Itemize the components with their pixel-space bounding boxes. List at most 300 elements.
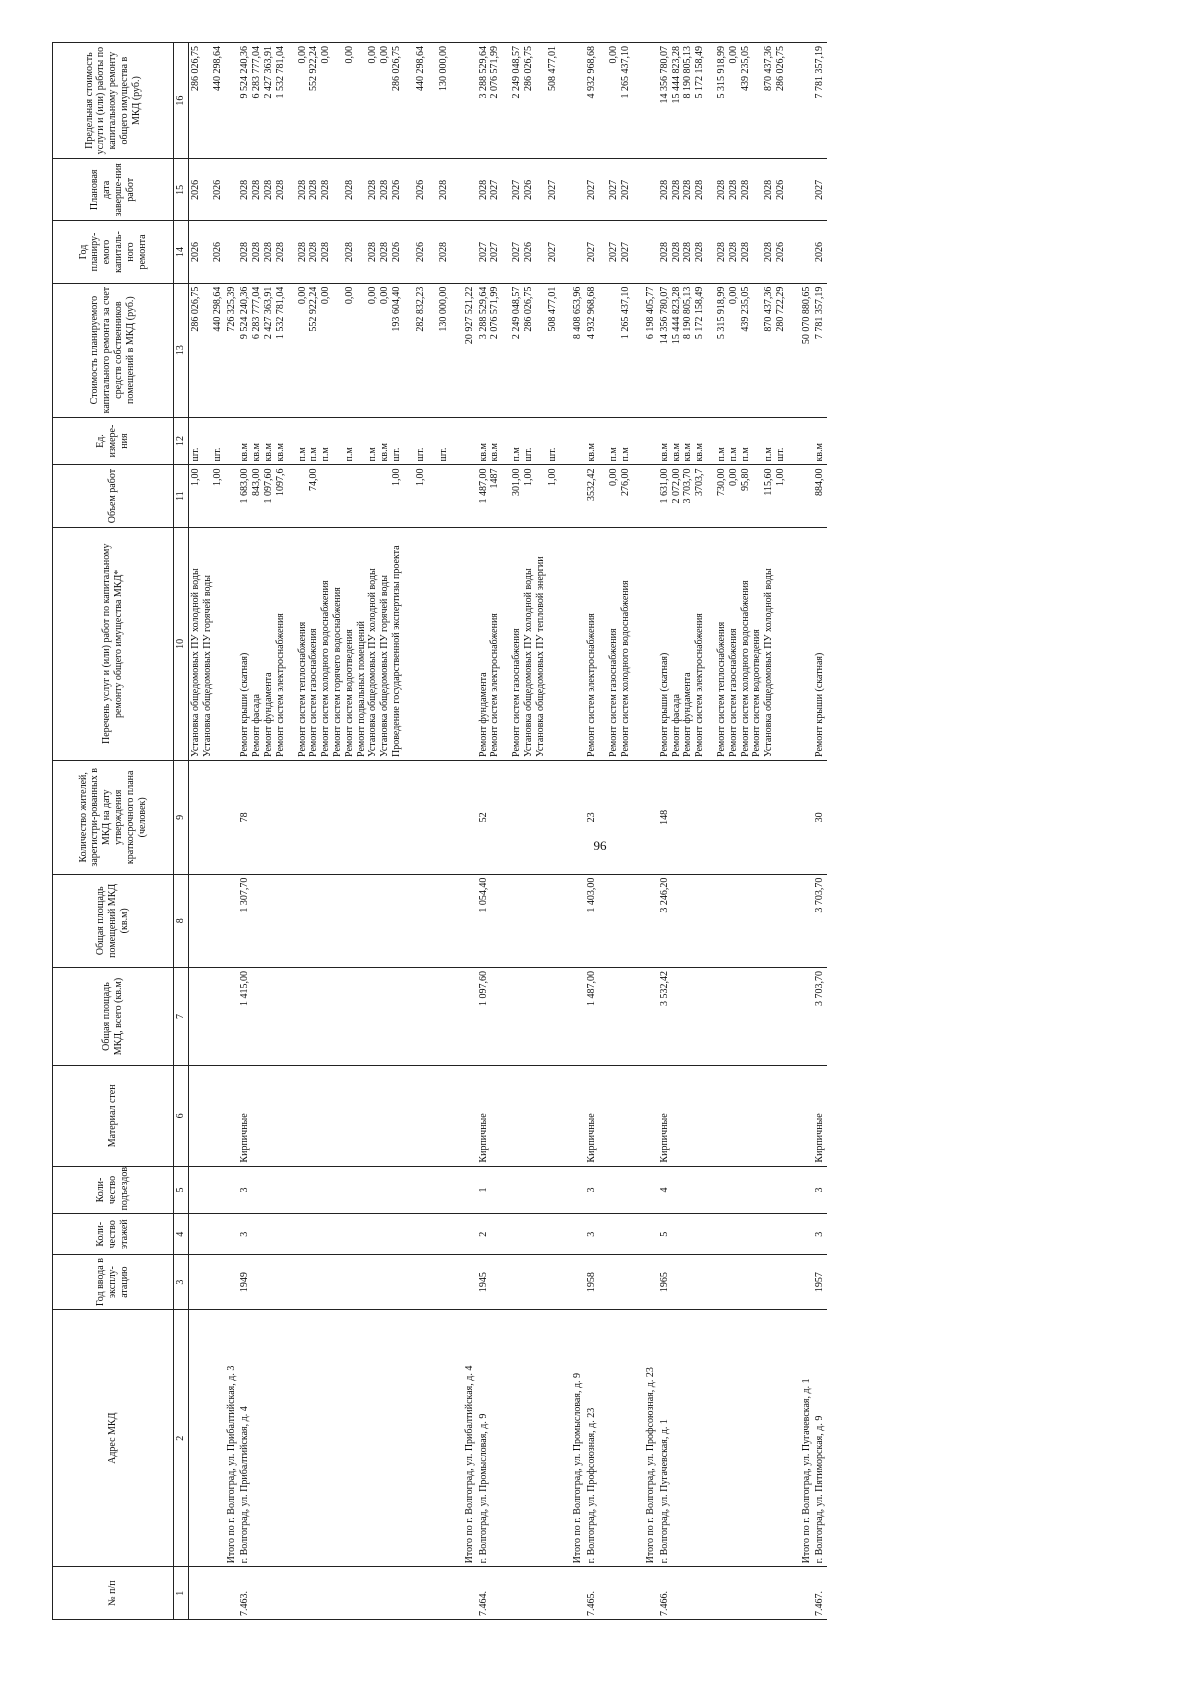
work-item: Ремонт систем электроснабжения <box>694 613 706 757</box>
volume-value: 1 487,00 <box>477 468 489 504</box>
volume-cell <box>477 465 572 527</box>
limit-cost-value: 286 026,75 <box>775 46 787 91</box>
unit-value: п.м <box>763 447 775 462</box>
spacer <box>558 46 570 155</box>
building-row <box>238 43 462 1620</box>
cost-value: 0,00 <box>296 286 308 305</box>
commissioning-year: 1958 <box>585 1272 597 1293</box>
column-number: 14 <box>174 221 189 283</box>
spacer <box>287 421 297 462</box>
empty-cell <box>225 760 239 874</box>
empty-cell <box>225 43 239 159</box>
spacer <box>535 162 547 217</box>
cost-value: 0,00 <box>379 286 391 305</box>
limit-cost-value: 552 922,24 <box>308 46 320 91</box>
unit-value: кв.м <box>251 443 263 462</box>
limit-cost-value: 439 235,05 <box>739 46 751 91</box>
year-value: 2027 <box>489 242 501 263</box>
row-number: 7.464. <box>477 1591 489 1616</box>
limit-cost-value: 2 076 571,99 <box>489 46 501 99</box>
spacer <box>787 468 799 523</box>
capital-repair-table <box>52 42 827 1620</box>
cost-value: 870 437,36 <box>763 286 775 332</box>
unit-value: кв.м <box>274 443 286 462</box>
spacer <box>535 46 547 155</box>
empty-cell <box>463 417 477 465</box>
empty-cell <box>463 874 477 967</box>
empty-cell <box>225 1567 239 1620</box>
empty-cell <box>644 1214 658 1255</box>
empty-cell <box>644 417 658 465</box>
empty-cell <box>800 1066 814 1167</box>
volume-value: 115,60 <box>763 468 775 496</box>
year-value: 2026 <box>814 242 826 263</box>
volume-value: 1,00 <box>775 468 787 486</box>
spacer <box>631 421 643 462</box>
cost-value: 0,00 <box>727 286 739 305</box>
empty-cell <box>800 417 814 465</box>
year-value: 2026 <box>190 242 201 263</box>
year-value: 2026 <box>775 242 787 263</box>
column-header: Количество жителей, зарегистри-рованных в МКД на дату утверждения краткосрочного плана (человек) <box>53 760 174 874</box>
work-item: Проведение государственной экспертизы проекта <box>390 545 402 757</box>
volume-value: 95,80 <box>739 468 751 491</box>
limit-cost-value: 6 283 777,04 <box>251 46 263 99</box>
unit-value: кв.м <box>262 443 274 462</box>
cost-value: 286 026,75 <box>522 286 534 332</box>
total-area-cell <box>813 967 827 1065</box>
empty-cell <box>571 417 585 465</box>
work-list-cell <box>477 527 572 760</box>
volume-value: 3703,7 <box>694 468 706 496</box>
limit-cost-value: 7 781 357,19 <box>814 46 826 99</box>
unit-value: п.м <box>716 447 728 462</box>
unit-value: шт. <box>390 447 402 462</box>
column-header: Объем работ <box>53 465 174 527</box>
spacer <box>202 162 212 217</box>
spacer <box>558 224 570 279</box>
spacer <box>751 224 763 279</box>
completion-value: 2026 <box>390 179 402 200</box>
empty-cell <box>571 1255 585 1310</box>
limit-cost-value: 5 172 158,49 <box>694 46 706 99</box>
spacer <box>558 468 570 523</box>
premises-area: 1 054,40 <box>477 877 489 913</box>
building-address-cell <box>238 1310 462 1567</box>
empty-cell <box>571 1567 585 1620</box>
total-area-cell <box>585 967 644 1065</box>
cost-value: 2 427 363,91 <box>262 286 274 340</box>
unit-value: п.м <box>320 447 332 462</box>
year-cell <box>585 221 644 283</box>
column-number: 12 <box>174 417 189 465</box>
work-item: Ремонт крыши (скатная) <box>658 652 670 757</box>
cost-value: 4 932 968,68 <box>585 286 597 340</box>
building-address: г. Волгоград, ул. Пугачевская, д. 1 <box>658 1419 670 1564</box>
empty-cell <box>189 1310 225 1567</box>
completion-cell <box>813 159 827 221</box>
column-number: 5 <box>174 1166 189 1214</box>
spacer <box>598 224 608 279</box>
column-header: Год планиру-емого капиталь-ного ремонта <box>53 221 174 283</box>
work-item: Установка общедомовых ПУ холодной воды <box>367 568 379 757</box>
building-address: г. Волгоград, ул. Профсоюзная, д. 23 <box>585 1407 597 1564</box>
empty-cell <box>463 221 477 283</box>
spacer <box>558 287 570 414</box>
unit-cell <box>658 417 800 465</box>
column-number: 1 <box>174 1567 189 1620</box>
empty-cell <box>571 465 585 527</box>
empty-cell <box>644 43 658 159</box>
completion-cell <box>477 159 572 221</box>
spacer <box>332 224 344 279</box>
empty-cell <box>644 465 658 527</box>
spacer <box>751 287 763 414</box>
building-row <box>477 43 572 1620</box>
spacer <box>751 162 763 217</box>
total-label-cell <box>571 1310 585 1567</box>
column-number: 4 <box>174 1214 189 1255</box>
limit-cost-value: 2 427 363,91 <box>262 46 274 99</box>
empty-cell <box>571 967 585 1065</box>
volume-value: 1 631,00 <box>658 468 670 504</box>
empty-cell <box>189 1255 225 1310</box>
floor-count-cell <box>238 1214 462 1255</box>
volume-value: 1,00 <box>211 468 223 486</box>
unit-value: кв.м <box>379 443 391 462</box>
entrance-count: 3 <box>585 1187 597 1193</box>
spacer <box>356 46 368 155</box>
work-item: Установка общедомовых ПУ горячей воды <box>379 575 391 757</box>
unit-cell <box>238 417 462 465</box>
work-item: Ремонт систем холодного водоснабжения <box>619 580 631 757</box>
limit-cost-cell <box>238 43 462 159</box>
column-header: Ед. измере-ния <box>53 417 174 465</box>
empty-cell <box>800 967 814 1065</box>
spacer <box>535 468 547 523</box>
commissioning-year-cell <box>813 1255 827 1310</box>
completion-value: 2028 <box>251 179 263 200</box>
completion-value: 2028 <box>658 179 670 200</box>
total-cost-cell <box>800 283 814 417</box>
spacer <box>450 421 462 462</box>
empty-cell <box>463 967 477 1065</box>
year-value: 2028 <box>379 242 391 263</box>
year-value: 2028 <box>658 242 670 263</box>
cost-value <box>608 287 620 414</box>
resident-count-cell <box>238 760 462 874</box>
wall-material-cell <box>813 1066 827 1167</box>
volume-value: 884,00 <box>814 468 826 496</box>
spacer <box>356 421 368 462</box>
work-item: Ремонт систем горячего водоснабжения <box>331 587 343 757</box>
row-number-cell <box>477 1567 572 1620</box>
empty-cell <box>225 1214 239 1255</box>
empty-cell <box>800 465 814 527</box>
year-value: 2028 <box>367 242 379 263</box>
unit-value: шт. <box>522 447 534 462</box>
cost-value: 14 356 780,07 <box>658 286 670 345</box>
entrance-count-cell <box>658 1166 800 1214</box>
empty-cell <box>800 527 814 760</box>
year-value: 2028 <box>296 242 308 263</box>
empty-cell <box>189 874 225 967</box>
limit-cost-value: 0,00 <box>320 46 332 64</box>
total-label: Итого по г. Волгоград, ул. Прибалтийская, д. 3 <box>225 1365 237 1564</box>
commissioning-year-cell <box>585 1255 644 1310</box>
limit-cost-value: 0,00 <box>607 46 619 64</box>
column-number: 3 <box>174 1255 189 1310</box>
completion-value: 2028 <box>670 179 682 200</box>
cost-value: 5 172 158,49 <box>694 286 706 340</box>
cost-value: 282 832,23 <box>414 286 426 332</box>
volume-value: 1,00 <box>390 468 402 486</box>
spacer <box>535 421 547 462</box>
total-area: 1 097,60 <box>477 970 489 1006</box>
work-item: Ремонт подвальных помещений <box>355 621 367 757</box>
unit-cell <box>813 417 827 465</box>
empty-cell <box>644 1066 658 1167</box>
spacer <box>332 162 344 217</box>
unit-value: шт. <box>190 447 201 462</box>
completion-cell <box>238 159 462 221</box>
limit-cost-value: 3 288 529,64 <box>477 46 489 99</box>
spacer <box>598 162 608 217</box>
work-item: Ремонт систем теплоснабжения <box>296 621 308 757</box>
completion-value: 2027 <box>585 179 597 200</box>
limit-cost-value: 0,00 <box>727 46 739 64</box>
unit-value: кв.м <box>694 443 706 462</box>
completion-cell <box>658 159 800 221</box>
resident-count: 52 <box>477 812 489 823</box>
year-value: 2028 <box>239 242 251 263</box>
volume-value: 0,00 <box>607 468 619 486</box>
resident-count-cell <box>658 760 800 874</box>
spacer <box>558 162 570 217</box>
year-value: 2026 <box>414 242 426 263</box>
volume-cell <box>238 465 462 527</box>
limit-cost-value: 130 000,00 <box>438 46 450 91</box>
spacer <box>706 531 716 757</box>
unit-value: п.м <box>367 447 379 462</box>
work-list-cell <box>238 527 462 760</box>
cost-value: 8 190 805,13 <box>682 286 694 340</box>
row-number-cell <box>585 1567 644 1620</box>
total-label-cell <box>800 1310 814 1567</box>
empty-cell <box>800 221 814 283</box>
total-row <box>571 43 585 1620</box>
column-header: Общая площадь помещений МКД (кв.м) <box>53 874 174 967</box>
wall-material: Кирпичные <box>585 1113 597 1163</box>
resident-count: 78 <box>239 812 251 823</box>
completion-value: 2028 <box>343 179 355 200</box>
total-label: Итого по г. Волгоград, ул. Профсоюзная, д. 23 <box>645 1367 657 1564</box>
spacer <box>631 287 643 414</box>
empty-cell <box>644 1255 658 1310</box>
empty-cell <box>225 874 239 967</box>
unit-value: кв.м <box>814 443 826 462</box>
limit-cost-value: 1 265 437,10 <box>619 46 631 99</box>
row-number-cell <box>238 1567 462 1620</box>
spacer <box>332 421 344 462</box>
spacer <box>501 46 511 155</box>
limit-cost-value: 4 932 968,68 <box>585 46 597 99</box>
building-row <box>585 43 644 1620</box>
floor-count-cell <box>658 1214 800 1255</box>
spacer <box>535 224 547 279</box>
row-number: 7.467. <box>814 1591 826 1616</box>
spacer <box>450 468 462 523</box>
building-row <box>658 43 800 1620</box>
total-label: Итого по г. Волгоград, ул. Пугачевская, д. 1 <box>800 1378 812 1564</box>
unit-value: кв.м <box>658 443 670 462</box>
empty-cell <box>644 527 658 760</box>
completion-value: 2028 <box>477 179 489 200</box>
building-address-cell <box>658 1310 800 1567</box>
completion-value: 2028 <box>763 179 775 200</box>
entrance-count-cell <box>238 1166 462 1214</box>
spacer <box>787 421 799 462</box>
limit-cost-cell <box>189 43 225 159</box>
cost-value: 0,00 <box>367 286 379 305</box>
total-label: Итого по г. Волгоград, ул. Промысловая, д. 9 <box>572 1372 584 1564</box>
empty-cell <box>463 43 477 159</box>
spacer <box>356 162 368 217</box>
entrance-count-cell <box>477 1166 572 1214</box>
completion-value: 2028 <box>727 179 739 200</box>
empty-cell <box>571 527 585 760</box>
volume-value: 3532,42 <box>585 468 597 501</box>
total-cost-cell <box>225 283 239 417</box>
work-item: Ремонт систем газоснабжения <box>607 628 619 757</box>
resident-count: 148 <box>658 809 670 825</box>
entrance-count-cell <box>585 1166 644 1214</box>
empty-cell <box>463 159 477 221</box>
spacer <box>356 224 368 279</box>
year-value: 2028 <box>682 242 694 263</box>
unit-value: шт. <box>546 447 558 462</box>
limit-cost-value: 0,00 <box>379 46 391 64</box>
limit-cost-value: 15 444 823,28 <box>670 46 682 104</box>
limit-cost-value: 8 190 805,13 <box>682 46 694 99</box>
completion-value: 2028 <box>239 179 251 200</box>
volume-value <box>297 468 309 523</box>
spacer <box>631 224 643 279</box>
spacer <box>598 421 608 462</box>
spacer <box>501 224 511 279</box>
work-item: Ремонт систем газоснабжения <box>511 628 523 757</box>
work-list-cell <box>189 527 225 760</box>
spacer <box>706 287 716 414</box>
empty-cell <box>800 159 814 221</box>
column-header: Год ввода в эксплу-атацию <box>53 1255 174 1310</box>
year-value: 2026 <box>390 242 402 263</box>
total-cost: 6 198 405,77 <box>645 286 657 340</box>
empty-cell <box>571 1166 585 1214</box>
total-cost: 726 325,39 <box>225 286 237 332</box>
premises-area-cell <box>238 874 462 967</box>
cost-value: 2 076 571,99 <box>489 286 501 340</box>
total-label-cell <box>225 1310 239 1567</box>
work-list-cell <box>585 527 644 760</box>
premises-area-cell <box>585 874 644 967</box>
volume-value <box>438 468 450 523</box>
year-value: 2028 <box>670 242 682 263</box>
volume-value: 74,00 <box>308 468 320 491</box>
total-area: 3 703,70 <box>814 970 826 1006</box>
spacer <box>403 421 415 462</box>
premises-area: 3 703,70 <box>814 877 826 913</box>
header-row <box>53 43 174 1620</box>
unit-value: кв.м <box>682 443 694 462</box>
empty-cell <box>800 760 814 874</box>
empty-cell <box>463 1214 477 1255</box>
column-number: 15 <box>174 159 189 221</box>
spacer <box>403 162 415 217</box>
total-area: 3 532,42 <box>658 970 670 1006</box>
column-header: № п/п <box>53 1567 174 1620</box>
empty-cell <box>189 967 225 1065</box>
work-item: Установка общедомовых ПУ холодной воды <box>190 568 201 757</box>
wall-material-cell <box>658 1066 800 1167</box>
work-list-cell <box>813 527 827 760</box>
row-number-cell <box>813 1567 827 1620</box>
work-item: Ремонт систем холодного водоснабжения <box>739 580 751 757</box>
work-item: Ремонт систем газоснабжения <box>308 628 320 757</box>
unit-value: шт. <box>414 447 426 462</box>
column-number: 13 <box>174 283 189 417</box>
wall-material: Кирпичные <box>239 1113 251 1163</box>
building-address-cell <box>813 1310 827 1567</box>
total-area-cell <box>658 967 800 1065</box>
empty-cell <box>225 221 239 283</box>
completion-value: 2028 <box>739 179 751 200</box>
unit-value: кв.м <box>489 443 501 462</box>
commissioning-year: 1965 <box>658 1272 670 1293</box>
empty-cell <box>571 159 585 221</box>
cost-value: 6 283 777,04 <box>251 286 263 340</box>
year-value: 2028 <box>251 242 263 263</box>
resident-count: 23 <box>585 812 597 823</box>
work-item: Ремонт систем водоотведения <box>751 629 763 757</box>
spacer <box>787 287 799 414</box>
floor-count: 3 <box>239 1231 251 1237</box>
unit-value: шт. <box>438 447 450 462</box>
wall-material-cell <box>585 1066 644 1167</box>
commissioning-year-cell <box>658 1255 800 1310</box>
column-number-row <box>174 43 189 1620</box>
year-cell <box>189 221 225 283</box>
limit-cost-value: 2 249 048,57 <box>511 46 523 99</box>
volume-value <box>379 468 391 523</box>
completion-value: 2027 <box>489 179 501 200</box>
cost-value: 1 265 437,10 <box>619 286 631 340</box>
completion-value: 2026 <box>775 179 787 200</box>
empty-cell <box>189 1567 225 1620</box>
spacer <box>450 162 462 217</box>
premises-area-cell <box>813 874 827 967</box>
work-item: Ремонт систем электроснабжения <box>489 613 501 757</box>
empty-cell <box>225 159 239 221</box>
unit-value: п.м <box>607 447 619 462</box>
spacer <box>450 46 462 155</box>
column-header: Стоимость планируемого капитального ремонта за счет средств собственников помещений в МКД (руб.) <box>53 283 174 417</box>
empty-cell <box>644 1567 658 1620</box>
building-address: г. Волгоград, ул. Прибалтийская, д. 4 <box>239 1406 251 1564</box>
unit-value: кв.м <box>239 443 251 462</box>
year-value: 2027 <box>477 242 489 263</box>
volume-value: 843,00 <box>251 468 263 496</box>
